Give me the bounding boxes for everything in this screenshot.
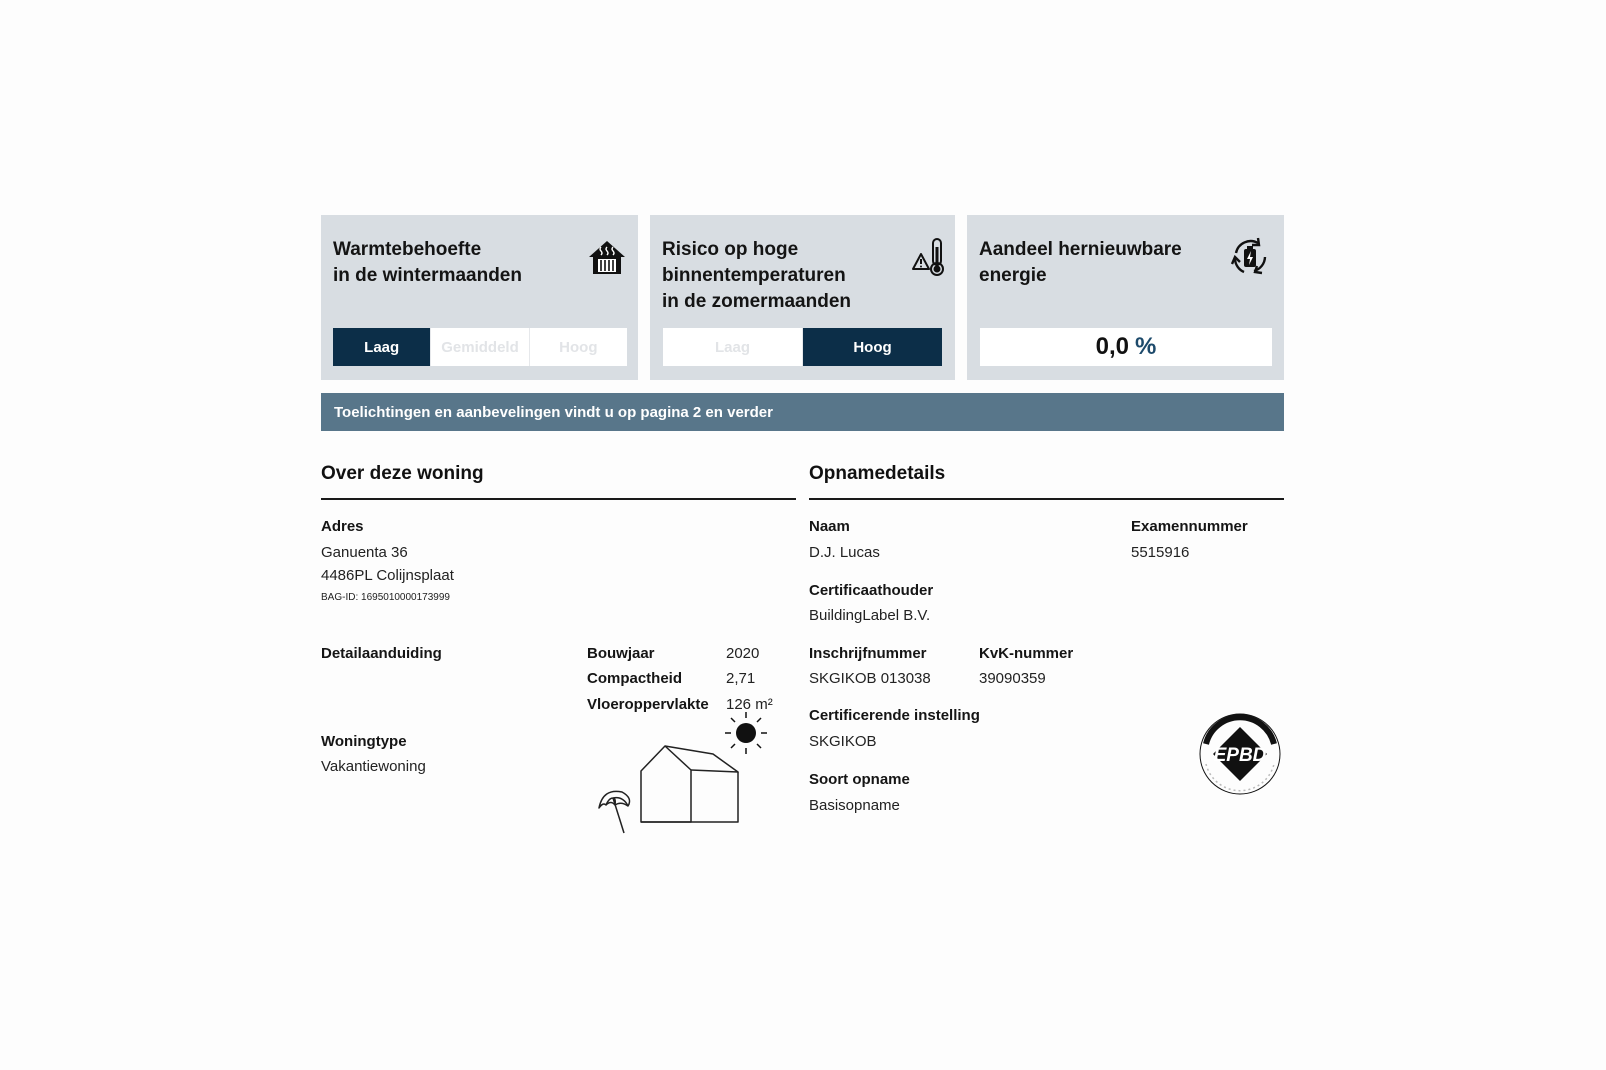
heat-demand-card bbox=[321, 215, 638, 380]
inschrijfnummer-value: SKGIKOB 013038 bbox=[809, 670, 931, 687]
vacation-house-illustration bbox=[595, 706, 775, 836]
woning-divider bbox=[321, 498, 796, 500]
scale-option-laag: Laag bbox=[663, 328, 803, 366]
renewable-share-number: 0,0 bbox=[1095, 333, 1130, 360]
naam-label: Naam bbox=[809, 518, 850, 535]
naam-value: D.J. Lucas bbox=[809, 544, 880, 561]
woningtype-label: Woningtype bbox=[321, 733, 407, 750]
vloer-label: Vloeroppervlakte bbox=[587, 696, 709, 713]
certificerende-instelling-label: Certificerende instelling bbox=[809, 707, 980, 724]
soort-opname-value: Basisopname bbox=[809, 797, 900, 814]
house-outline-icon bbox=[641, 746, 738, 822]
examennummer-value: 5515916 bbox=[1131, 544, 1190, 561]
certificerende-instelling-value: SKGIKOB bbox=[809, 733, 877, 750]
vloer-value: 126 m² bbox=[726, 696, 773, 713]
renewable-share-unit: % bbox=[1135, 333, 1157, 360]
renewable-energy-title: Aandeel hernieuwbare energie bbox=[979, 239, 1182, 286]
umbrella-icon bbox=[599, 791, 630, 833]
woningtype-value: Vakantiewoning bbox=[321, 758, 426, 775]
heat-demand-scale bbox=[333, 328, 627, 366]
sun-icon bbox=[725, 712, 767, 754]
opname-section-title: Opnamedetails bbox=[809, 463, 946, 484]
inschrijfnummer-label: Inschrijfnummer bbox=[809, 645, 927, 662]
recommendations-banner: Toelichtingen en aanbevelingen vindt u op pagina 2 en verder bbox=[321, 393, 1284, 431]
compactheid-label: Compactheid bbox=[587, 670, 683, 687]
soort-opname-label: Soort opname bbox=[809, 771, 910, 788]
adres-line2: 4486PL Colijnsplaat bbox=[321, 567, 454, 584]
adres-line1: Ganuenta 36 bbox=[321, 544, 408, 561]
kvk-label: KvK-nummer bbox=[979, 645, 1074, 662]
bag-id: BAG-ID: 1695010000173999 bbox=[321, 592, 450, 603]
overheating-risk-scale bbox=[663, 328, 942, 366]
epbd-logo bbox=[1196, 710, 1284, 798]
scale-option-hoog: Hoog bbox=[803, 328, 942, 366]
scale-option-gemiddeld: Gemiddeld bbox=[431, 328, 529, 366]
svg-text:EPBD: EPBD bbox=[1213, 745, 1267, 766]
heat-demand-title: Warmtebehoefte in de wintermaanden bbox=[333, 239, 522, 286]
bouwjaar-label: Bouwjaar bbox=[587, 645, 655, 662]
opname-divider bbox=[809, 498, 1284, 500]
renewable-energy-card bbox=[967, 215, 1284, 380]
scale-option-hoog: Hoog bbox=[530, 328, 627, 366]
woning-section-title: Over deze woning bbox=[321, 463, 484, 484]
certificaathouder-label: Certificaathouder bbox=[809, 582, 934, 599]
bouwjaar-value: 2020 bbox=[726, 645, 760, 662]
renewable-energy-icon bbox=[1228, 235, 1272, 279]
examennummer-label: Examennummer bbox=[1131, 518, 1248, 535]
certificaathouder-value: BuildingLabel B.V. bbox=[809, 607, 931, 624]
house-heating-icon bbox=[585, 235, 629, 279]
detail-label: Detailaanduiding bbox=[321, 645, 442, 662]
kvk-value: 39090359 bbox=[979, 670, 1046, 687]
scale-option-laag: Laag bbox=[333, 328, 431, 366]
thermometer-warning-icon bbox=[909, 235, 953, 279]
overheating-risk-card bbox=[650, 215, 955, 380]
renewable-share-value bbox=[980, 328, 1272, 366]
adres-label: Adres bbox=[321, 518, 364, 535]
compactheid-value: 2,71 bbox=[726, 670, 756, 687]
overheating-risk-title: Risico op hoge binnentemperaturen in de zomermaanden bbox=[662, 239, 851, 312]
